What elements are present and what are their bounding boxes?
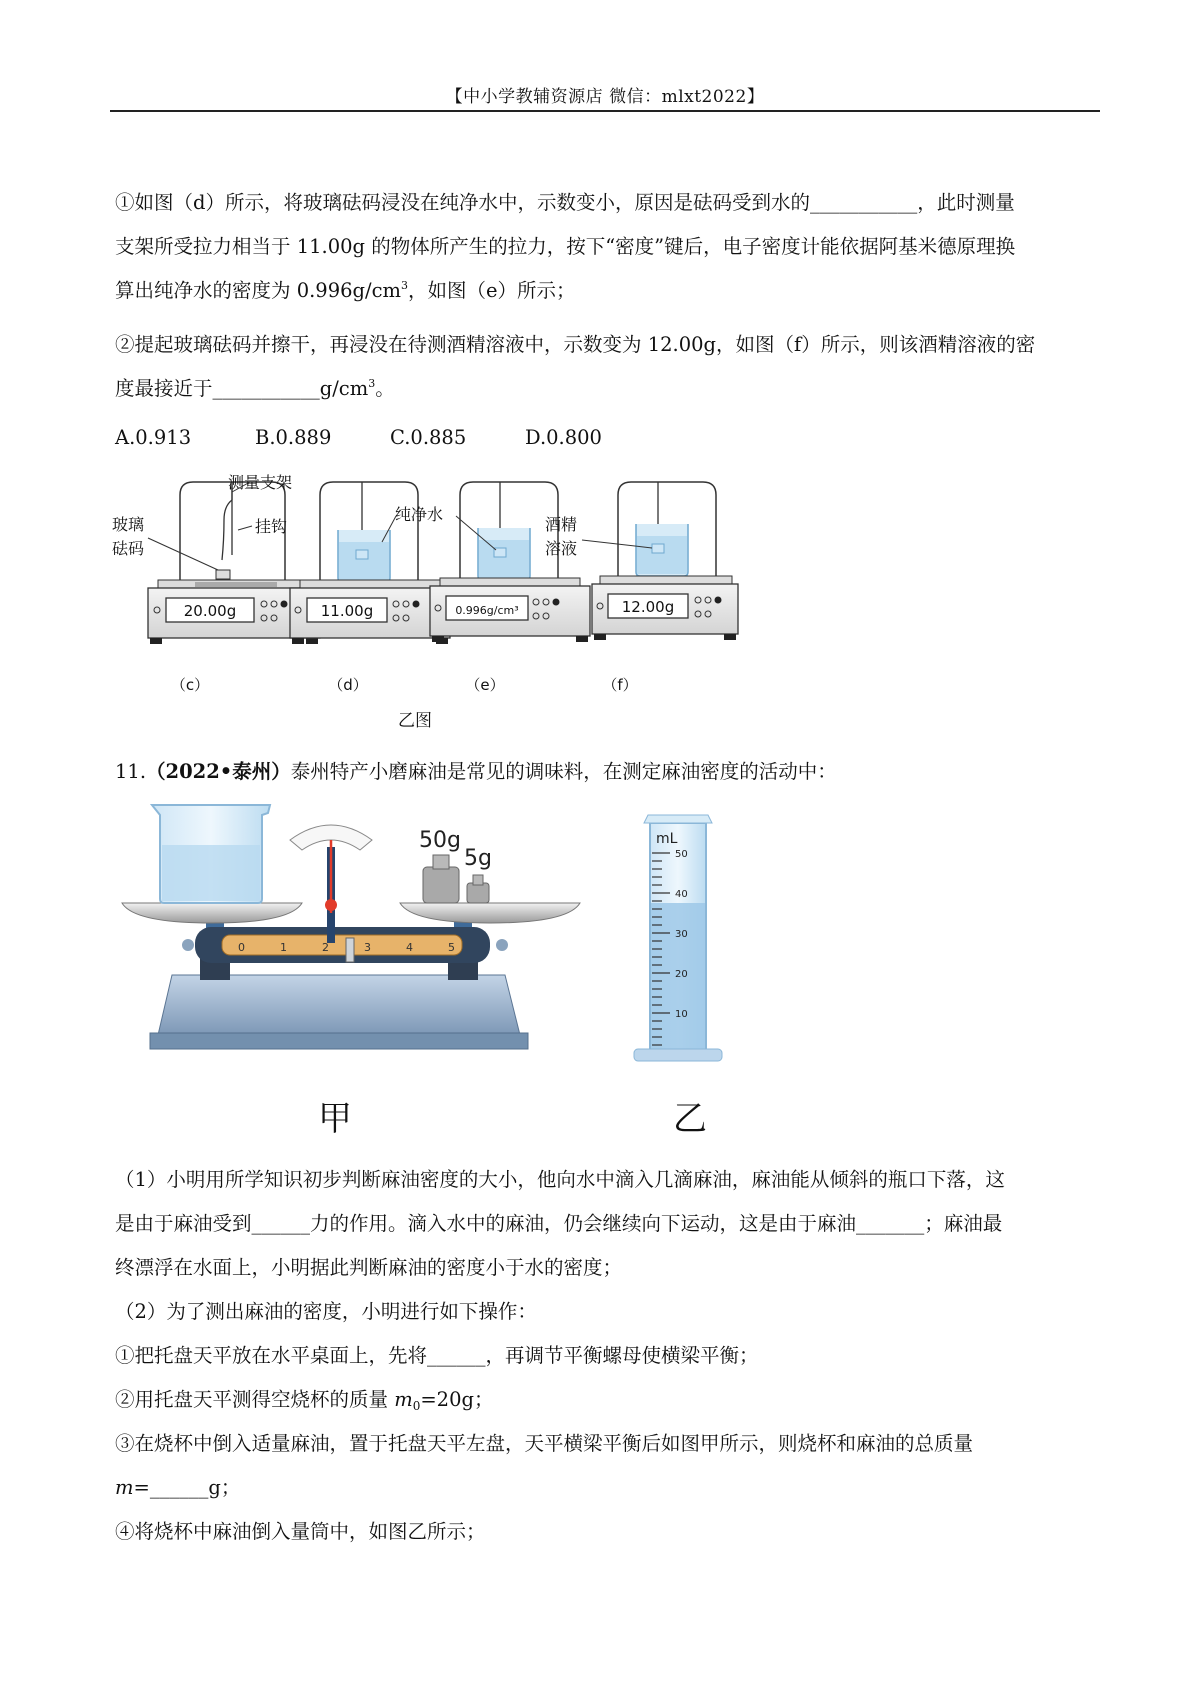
- q11-stem: [115, 750, 1100, 794]
- caption-c: （c）: [170, 676, 210, 694]
- q11-s1-line-1: （1）小明用所学知识初步判断麻油密度的大小，他向水中滴入几滴麻油，麻油能从倾斜的瓶口下落，这: [115, 1168, 1005, 1191]
- q10-line-3-text: 算出纯净水的密度为 0.996g/cm: [115, 279, 401, 302]
- q11-s1-line-2: 是由于麻油受到______力的作用。滴入水中的麻油，仍会继续向下运动，这是由于麻油_______；麻油最: [115, 1212, 1003, 1235]
- q11-s2-step-2: [115, 1378, 1100, 1422]
- caption-jia: 甲: [318, 1099, 352, 1139]
- cylinder-tick-40: 40: [675, 889, 688, 900]
- beam-scale-2: 2: [322, 941, 329, 954]
- q11-s2-step-3b: [115, 1466, 1100, 1510]
- cylinder-tick-30: 30: [675, 929, 688, 940]
- cylinder-unit: mL: [656, 831, 678, 847]
- balance-cylinder-figure: [110, 795, 750, 1145]
- cylinder-tick-10: 10: [675, 1009, 688, 1020]
- beam-scale-4: 4: [406, 941, 413, 954]
- meter-e: [430, 482, 590, 642]
- weight-5g-label: 5g: [464, 846, 492, 871]
- header-rule: [110, 110, 1100, 112]
- cylinder-tick-20: 20: [675, 969, 688, 980]
- q11-stem-text: 泰州特产小磨麻油是常见的调味料，在测定麻油密度的活动中：: [290, 760, 837, 783]
- q11-source: （2022•泰州）: [146, 760, 291, 783]
- step-2-text: ②用托盘天平测得空烧杯的质量: [115, 1388, 395, 1411]
- q11-s2-step-1: ①把托盘天平放在水平桌面上，先将______，再调节平衡螺母使横梁平衡；: [115, 1344, 759, 1367]
- weight-50g-label: 50g: [419, 828, 461, 853]
- meter-f: [592, 482, 738, 640]
- label-alcohol-1: 酒精: [545, 515, 578, 534]
- q10-line-4: ②提起玻璃砝码并擦干，再浸没在待测酒精溶液中，示数变为 12.00g，如图（f）所示，则该酒精溶液的密: [115, 333, 1036, 356]
- beam-scale-0: 0: [238, 941, 245, 954]
- q10-line-1: ①如图（d）所示，将玻璃砝码浸没在纯净水中，示数变小，原因是砝码受到水的___________，此时测量: [115, 191, 1015, 214]
- superscript-3: 3: [368, 377, 376, 390]
- q11-s2: （2）为了测出麻油的密度，小明进行如下操作：: [115, 1300, 537, 1323]
- q10-line-5-text: 度最接近于___________g/cm: [115, 377, 369, 400]
- beam-scale-3: 3: [364, 941, 371, 954]
- display-d: 11.00g: [320, 602, 374, 620]
- label-hook: 挂钩: [255, 517, 288, 536]
- q10-line-3-end: ，如图（e）所示；: [408, 279, 576, 302]
- graduated-cylinder: [634, 815, 722, 1061]
- q10-line-3: [115, 269, 1100, 313]
- caption-f: （f）: [602, 676, 638, 694]
- display-e: 0.996g/cm³: [455, 604, 519, 617]
- q10-line-5-end: 。: [375, 377, 395, 400]
- option-d[interactable]: D.0.800: [525, 426, 602, 449]
- cylinder-tick-50: 50: [675, 849, 688, 860]
- option-a[interactable]: A.0.913: [115, 426, 192, 449]
- caption-e: （e）: [465, 676, 505, 694]
- caption-yi: 乙: [673, 1099, 707, 1139]
- option-b[interactable]: B.0.889: [255, 426, 332, 449]
- label-glass-2: 砝码: [112, 539, 145, 558]
- option-c[interactable]: C.0.885: [390, 426, 467, 449]
- superscript-3: 3: [401, 279, 408, 292]
- q10-line-2: 支架所受拉力相当于 11.00g 的物体所产生的拉力，按下“密度”键后，电子密度计能依据阿基米德原理换: [115, 235, 1016, 258]
- subscript-0: 0: [412, 1399, 421, 1413]
- beam-scale-5: 5: [448, 941, 455, 954]
- step-3-blank: =______g；: [133, 1476, 241, 1499]
- q11-number: 11.: [115, 760, 147, 783]
- caption-d: （d）: [328, 676, 368, 694]
- page-header: 【中小学教辅资源店 微信：mlxt2022】: [445, 87, 765, 107]
- display-c: 20.00g: [183, 602, 237, 620]
- q11-s2-step-3: ③在烧杯中倒入适量麻油，置于托盘天平左盘，天平横梁平衡后如图甲所示，则烧杯和麻油的总质量: [115, 1432, 974, 1455]
- q10-line-5: [115, 367, 1100, 411]
- beam-scale-1: 1: [280, 941, 287, 954]
- symbol-m: m: [115, 1476, 134, 1499]
- figure-yi-title: 乙图: [398, 711, 432, 731]
- step-2-value: =20g；: [420, 1388, 494, 1411]
- density-meter-figure: [100, 470, 740, 735]
- label-alcohol-2: 溶液: [545, 539, 578, 558]
- q11-s1-line-3: 终漂浮在水面上，小明据此判断麻油的密度小于水的密度；: [115, 1256, 623, 1279]
- q11-s2-step-4: ④将烧杯中麻油倒入量筒中，如图乙所示；: [115, 1520, 486, 1543]
- label-water: 纯净水: [395, 505, 444, 524]
- display-f: 12.00g: [621, 598, 675, 616]
- balance: [122, 805, 580, 1049]
- label-glass-1: 玻璃: [112, 515, 145, 534]
- label-stand: 测量支架: [228, 473, 293, 492]
- symbol-m: m: [394, 1388, 413, 1411]
